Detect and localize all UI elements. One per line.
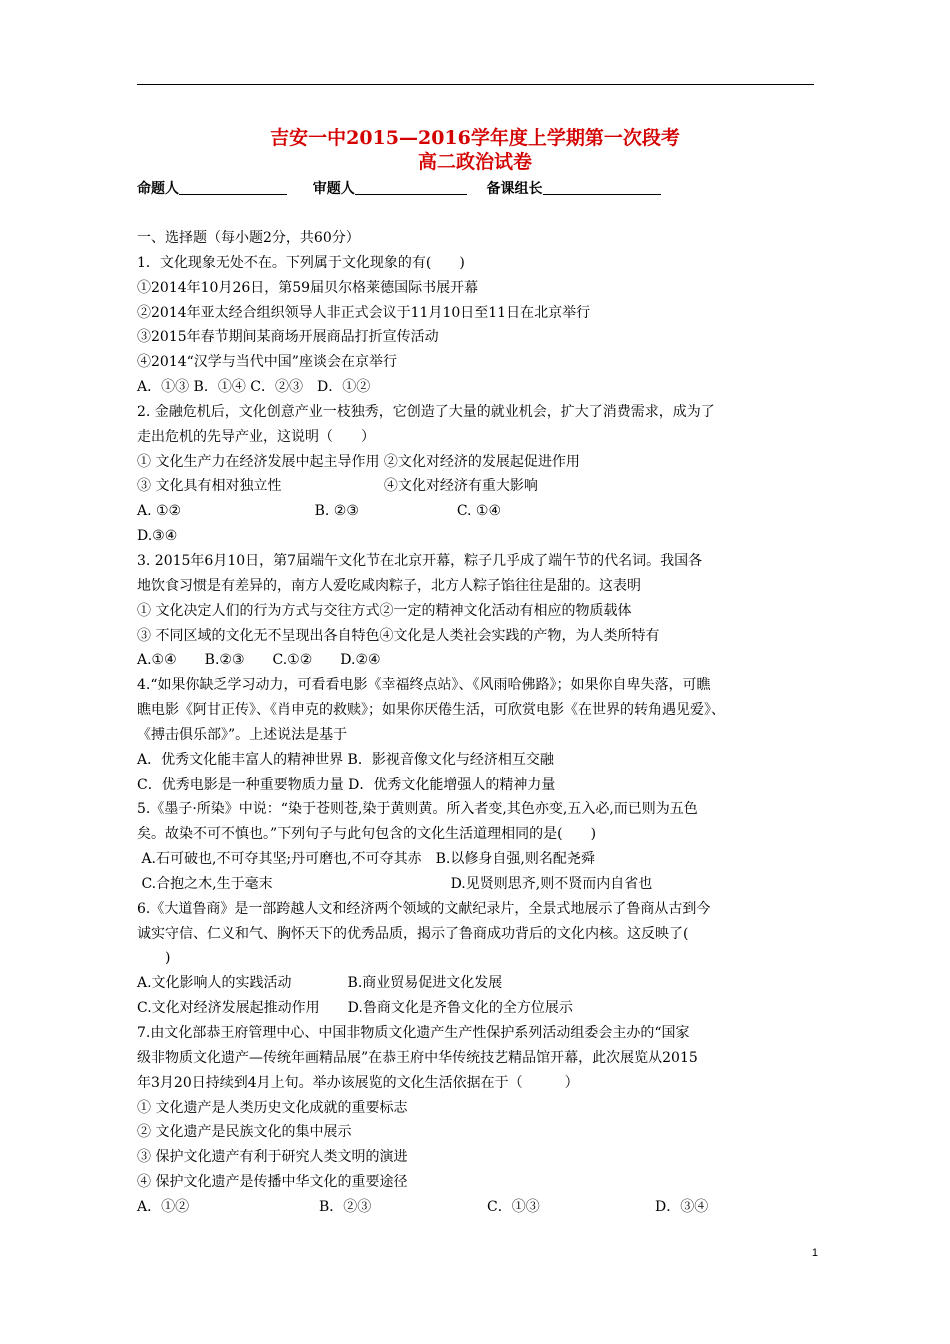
text-line: C．优秀电影是一种重要物质力量 D．优秀文化能增强人的精神力量: [137, 776, 556, 793]
text-line: 瞧电影《阿甘正传》、《肖申克的救赎》；如果你厌倦生活，可欣赏电影《在世界的转角遇见爱》、: [137, 702, 725, 719]
section-heading: 一、选择题（每小题2分，共60分）: [137, 230, 360, 246]
text-line: A.石可破也,不可夺其坚;丹可磨也,不可夺其赤 B.以修身自强,则名配尧舜: [137, 851, 595, 868]
text-line: 7.由文化部恭王府管理中心、中国非物质文化遗产生产性保护系列活动组委会主办的“国家: [137, 1025, 690, 1041]
leader-blank: [543, 180, 661, 195]
text-line: ① 文化遗产是人类历史文化成就的重要标志: [137, 1099, 408, 1116]
text-line: ④2014“汉学与当代中国”座谈会在京举行: [137, 354, 397, 371]
text-line: 地饮食习惯是有差异的，南方人爱吃咸肉粽子，北方人粽子馅往往是甜的。这表明: [137, 577, 641, 594]
option-d: D．③④: [655, 1198, 709, 1215]
text-line: 3. 2015年6月10日，第7届端午文化节在北京开幕，粽子几乎成了端午节的代名词。我国各: [137, 552, 703, 569]
q7-options: [137, 1195, 817, 1220]
option-a: A．①②: [137, 1198, 190, 1215]
staff-line: [137, 178, 661, 198]
exam-subtitle: 高二政治试卷: [417, 151, 532, 173]
text-line: C.文化对经济发展起推动作用 D.鲁商文化是齐鲁文化的全方位展示: [137, 1000, 573, 1017]
text-line: 1．文化现象无处不在。下列属于文化现象的有( ): [137, 254, 465, 271]
text-line: ②2014年亚太经合组织领导人非正式会议于11月10日至11日在北京举行: [137, 304, 591, 321]
text-line: ③ 不同区域的文化无不呈现出各自特色④文化是人类社会实践的产物，为人类所特有: [137, 627, 660, 644]
text-line: A. ①② B. ②③ C. ①④: [137, 503, 502, 520]
text-line: ① 文化生产力在经济发展中起主导作用 ②文化对经济的发展起促进作用: [137, 453, 580, 470]
text-line: 6.《大道鲁商》是一部跨越人文和经济两个领域的文献纪录片，全景式地展示了鲁商从古到今: [137, 900, 711, 917]
text-line: ③ 保护文化遗产有利于研究人类文明的演进: [137, 1149, 408, 1166]
text-line: C.合抱之木,生于毫末 D.见贤则思齐,则不贤而内自省也: [137, 875, 653, 892]
reviewer-blank: [355, 180, 467, 195]
exam-title: 吉安一中2015—2016学年度上学期第一次段考: [270, 127, 680, 149]
text-line: 2. 金融危机后，文化创意产业一枝独秀，它创造了大量的就业机会，扩大了消费需求，成为了: [137, 403, 715, 420]
reviewer-label: 审题人: [312, 181, 355, 197]
text-line: ③ 文化具有相对独立性 ④文化对经济有重大影响: [137, 478, 538, 495]
text-line: 走出危机的先导产业，这说明（ ）: [137, 428, 375, 445]
question-body: [137, 226, 817, 1220]
text-line: A.①④ B.②③ C.①② D.②④: [137, 652, 381, 669]
text-line: ④ 保护文化遗产是传播中华文化的重要途径: [137, 1174, 408, 1191]
option-b: B．②③: [319, 1198, 372, 1215]
text-line: 《搏击俱乐部》”。上述说法是基于: [137, 726, 348, 743]
text-line: 矣。故染不可不慎也。”下列句子与此句包含的文化生活道理相同的是( ): [137, 826, 597, 843]
text-line: A．①③ B．①④ C．②③ D．①②: [137, 379, 371, 396]
text-line: 5.《墨子·所染》中说：“染于苍则苍,染于黄则黄。所入者变,其色亦变,五入必,而已则为五色: [137, 801, 698, 818]
leader-label: 备课组长: [486, 181, 543, 197]
top-rule: [137, 84, 814, 85]
text-line: 年3月20日持续到4月上旬。举办该展览的文化生活依据在于（ ）: [137, 1074, 579, 1091]
text-line: ③2015年春节期间某商场开展商品打折宣传活动: [137, 329, 439, 346]
text-line: D.③④: [137, 528, 178, 545]
setter-label: 命题人: [137, 181, 179, 197]
text-line: ① 文化决定人们的行为方式与交往方式②一定的精神文化活动有相应的物质载体: [137, 602, 632, 619]
text-line: 诚实守信、仁义和气、胸怀天下的优秀品质，揭示了鲁商成功背后的文化内核。这反映了(: [137, 925, 689, 942]
text-line: A.文化影响人的实践活动 B.商业贸易促进文化发展: [137, 975, 503, 992]
text-line: 4.“如果你缺乏学习动力，可看看电影《幸福终点站》、《风雨哈佛路》；如果你自卑失落，可瞧: [137, 677, 711, 694]
setter-blank: [179, 180, 287, 195]
text-line: ② 文化遗产是民族文化的集中展示: [137, 1124, 352, 1141]
page-number: 1: [811, 1247, 818, 1259]
text-line: A．优秀文化能丰富人的精神世界 B．影视音像文化与经济相互交融: [137, 751, 554, 768]
text-line: ①2014年10月26日，第59届贝尔格莱德国际书展开幕: [137, 279, 479, 296]
text-line: 级非物质文化遗产—传统年画精品展”在恭王府中华传统技艺精品馆开幕，此次展览从2015: [137, 1049, 698, 1066]
text-line: ): [137, 950, 171, 967]
option-c: C．①③: [487, 1198, 540, 1215]
